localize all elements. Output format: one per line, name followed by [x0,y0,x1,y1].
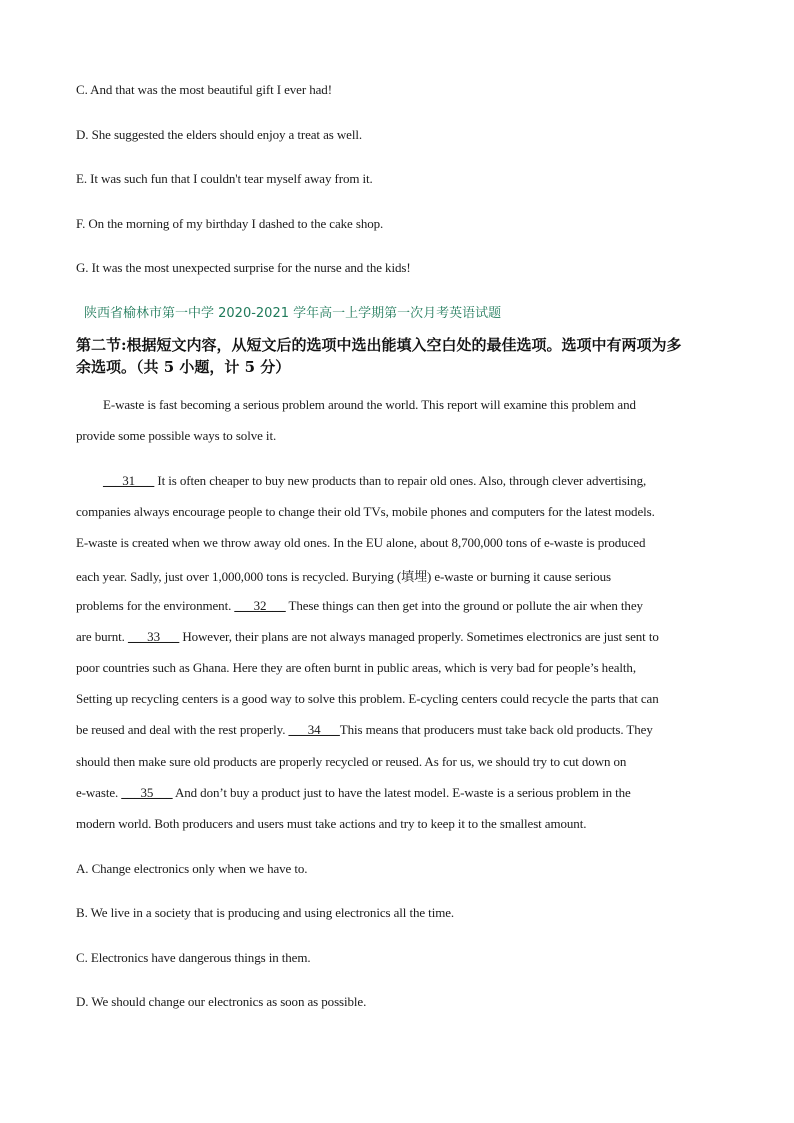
blank-33: ___33___ [127,629,180,644]
passage-line: companies always encourage people to change their old TVs, mobile phones and computers for the latest models. [76,504,655,519]
passage-line: E-waste is created when we throw away old ones. In the EU alone, about 8,700,000 tons of e-waste is produced [76,535,646,550]
passage-line: provide some possible ways to solve it. [76,428,277,443]
passage-line: be reused and deal with the rest properly. ___34___This means that producers must take back old products. They [76,722,653,737]
blank-34: ___34___ [288,722,340,737]
option-c: C. Electronics have dangerous things in them. [76,950,311,965]
blank-35: ___35___ [121,785,173,800]
section-heading-line-2: 余选项。（共 5 小题，计 5 分） [76,358,291,376]
option-prev-e: E. It was such fun that I couldn't tear myself away from it. [76,171,373,186]
source-title: 陕西省榆林市第一中学 2020-2021 学年高一上学期第一次月考英语试题 [84,306,502,321]
passage-line: Setting up recycling centers is a good way to solve this problem. E-cycling centers could recycle the parts that can [76,691,659,706]
option-prev-c: C. And that was the most beautiful gift I ever had! [76,82,332,97]
option-prev-g: G. It was the most unexpected surprise for the nurse and the kids! [76,260,411,275]
option-prev-d: D. She suggested the elders should enjoy a treat as well. [76,127,363,142]
option-prev-f: F. On the morning of my birthday I dashed to the cake shop. [76,216,384,231]
blank-32: ___32___ [234,598,286,613]
passage-line: modern world. Both producers and users must take actions and try to keep it to the smallest amount. [76,816,587,831]
section-heading-line-1: 第二节:根据短文内容，从短文后的选项中选出能填入空白处的最佳选项。选项中有两项为多 [76,336,682,354]
passage-line: e-waste. ___35___ And don’t buy a product just to have the latest model. E-waste is a serious problem in the [76,785,631,800]
passage-line: each year. Sadly, just over 1,000,000 tons is recycled. Burying (填埋) e-waste or burning it cause serious [76,569,611,584]
passage-line: poor countries such as Ghana. Here they are often burnt in public areas, which is very bad for people’s health, [76,660,636,675]
passage-line: ___31___ It is often cheaper to buy new products than to repair old ones. Also, through clever advertising, [103,473,647,488]
passage-line: E-waste is fast becoming a serious problem around the world. This report will examine this problem and [103,397,636,412]
passage-line: should then make sure old products are properly recycled or reused. As for us, we should try to cut down on [76,754,627,769]
passage-line: problems for the environment. ___32___ These things can then get into the ground or pollute the air when they [76,598,643,613]
option-a: A. Change electronics only when we have to. [76,861,308,876]
option-b: B. We live in a society that is producing and using electronics all the time. [76,905,455,920]
option-d: D. We should change our electronics as soon as possible. [76,994,367,1009]
passage-line: are burnt. ___33___ However, their plans are not always managed properly. Sometimes electronics are just sent to [76,629,659,644]
blank-31: ___31___ [103,473,155,488]
